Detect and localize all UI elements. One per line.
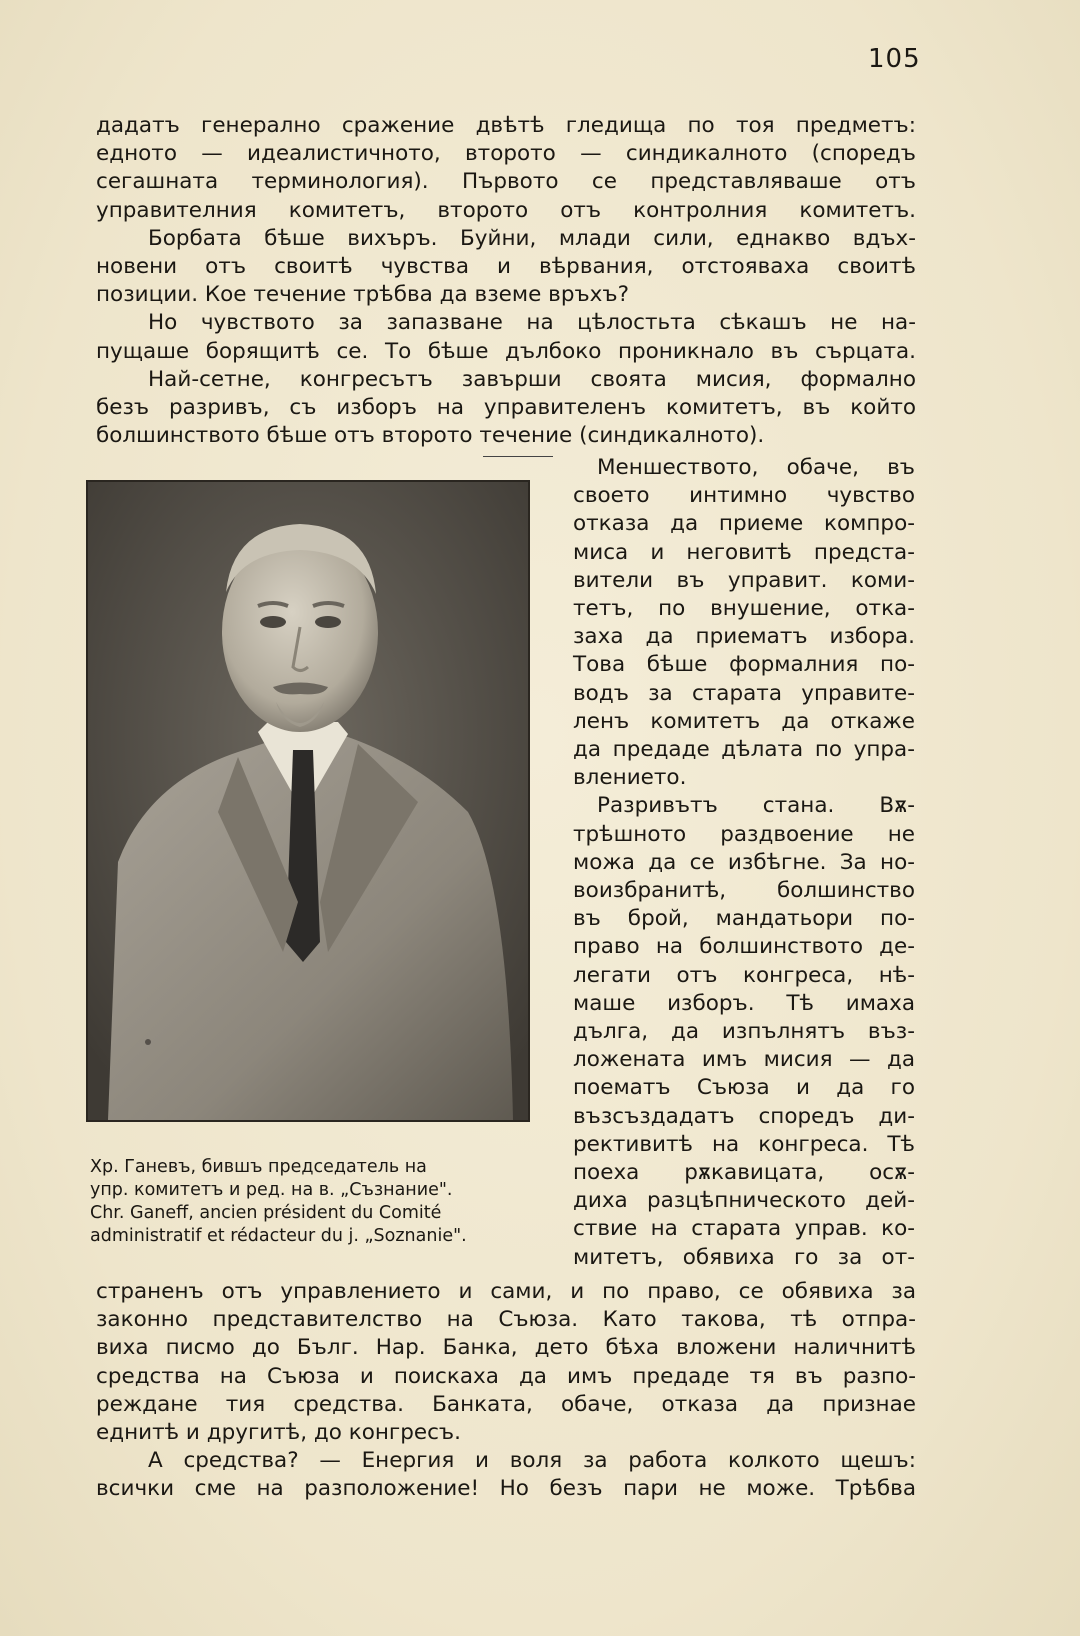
text-line: Най-сетне, конгресътъ завърши своята мисия, формално xyxy=(148,366,916,392)
text-line: Борбата бѣше вихъръ. Буйни, млади сили, еднакво вдъх- xyxy=(148,225,916,251)
portrait-photo xyxy=(86,480,530,1122)
text-line: можа да се избѣгне. За но- xyxy=(573,849,915,875)
text-line: реждане тия средства. Банката, обаче, отказа да признае xyxy=(96,1391,916,1417)
text-line: всички сме на разположение! Но безъ пари не може. Трѣбва xyxy=(96,1476,916,1502)
text-line: безъ разривъ, съ изборъ на управителенъ комитетъ, въ който xyxy=(96,395,916,421)
text-line: средства на Съюза и поискаха да имъ предаде тя въ разпо- xyxy=(96,1363,916,1389)
text-line: А средства? — Енергия и воля за работа колкото щешъ: xyxy=(148,1448,916,1474)
text-line: право на болшинството де- xyxy=(573,934,915,960)
caption-line: Chr. Ganeff, ancien président du Comité xyxy=(90,1203,442,1223)
text-line: воизбранитѣ, болшинство xyxy=(573,878,915,904)
text-line: рективитѣ на конгреса. Тѣ xyxy=(573,1131,915,1157)
caption-line: administratif et rédacteur du j. „Soznanie". xyxy=(90,1226,467,1246)
text-line: болшинството бѣше отъ второто течение (синдикалното). xyxy=(96,423,765,449)
text-line: тетъ, по внушение, отка- xyxy=(573,596,915,622)
top-paragraph xyxy=(96,112,916,450)
text-line: маше изборъ. Тѣ имаха xyxy=(573,990,915,1016)
text-line: митетъ, обявиха го за от- xyxy=(573,1244,915,1270)
text-line: еднитѣ и другитѣ, до конгресъ. xyxy=(96,1420,461,1446)
text-line: Меншеството, обаче, въ xyxy=(597,455,915,480)
text-line: поеха рѫкавицата, осѫ- xyxy=(573,1160,915,1186)
text-line: заха да приематъ избора. xyxy=(573,624,915,650)
text-line: своето интимно чувство xyxy=(573,483,915,509)
text-line: вители въ управит. коми- xyxy=(573,567,915,593)
photo-caption xyxy=(90,1156,550,1248)
text-line: управителния комитетъ, второто отъ контролния комитетъ. xyxy=(96,197,916,223)
bottom-paragraph xyxy=(96,1278,916,1504)
text-line: дълга, да изпълнятъ въз- xyxy=(573,1019,915,1045)
text-line: сегашната терминология). Първото се представляваше отъ xyxy=(96,169,916,195)
text-line: водъ за старата управите- xyxy=(573,680,915,706)
text-line: едното — идеалистичното, второто — синдикалното (споредъ xyxy=(96,141,916,167)
text-line: отказа да приеме компро- xyxy=(573,511,915,537)
text-line: влението. xyxy=(573,765,687,791)
text-line: страненъ отъ управлението и сами, и по право, се обявиха за xyxy=(96,1279,916,1304)
portrait-illustration xyxy=(88,482,528,1120)
text-line: дадатъ генерално сражение двѣтѣ гледища по тоя предметъ: xyxy=(96,113,916,138)
separator-rule xyxy=(483,456,553,457)
text-line: законно представителство на Съюза. Като такова, тѣ отпра- xyxy=(96,1307,916,1333)
text-line: въ брой, мандатьори по- xyxy=(573,906,915,932)
text-line: възсъздадатъ споредъ ди- xyxy=(573,1103,915,1129)
text-line: ствие на старата управ. ко- xyxy=(573,1216,915,1242)
text-line: миса и неговитѣ предста- xyxy=(573,539,915,565)
text-line: ложената имъ мисия — да xyxy=(573,1047,915,1073)
text-line: ленъ комитетъ да откаже xyxy=(573,708,915,734)
text-line: Това бѣше формалния по- xyxy=(573,652,915,678)
text-line: новени отъ своитѣ чувства и вѣрвания, отстояваха своитѣ xyxy=(96,254,916,280)
text-line: легати отъ конгреса, нѣ- xyxy=(573,962,915,988)
text-line: да предаде дѣлата по упра- xyxy=(573,737,915,763)
text-line: пущаше борящитѣ се. То бѣше дълбоко проникнало въ сърцата. xyxy=(96,338,916,364)
caption-line: Хр. Ганевъ, бившъ председатель на xyxy=(90,1157,427,1177)
text-line: виха писмо до Бълг. Нар. Банка, дето бѣха вложени наличнитѣ xyxy=(96,1335,916,1361)
text-line: Но чувството за запазване на цѣлостьта сѣкашъ не на- xyxy=(148,310,916,336)
page-number: 105 xyxy=(868,44,921,74)
text-line: позиции. Кое течение трѣбва да вземе връхъ? xyxy=(96,282,629,308)
text-line: поематъ Съюза и да го xyxy=(573,1075,915,1101)
text-line: диха разцѣпническото дей- xyxy=(573,1188,915,1214)
text-line: трѣшното раздвоение не xyxy=(573,821,915,847)
text-line: Разривътъ стана. Вѫ- xyxy=(597,793,915,819)
caption-line: упр. комитетъ и ред. на в. „Съзнание". xyxy=(90,1180,453,1200)
side-paragraph xyxy=(573,454,915,1272)
